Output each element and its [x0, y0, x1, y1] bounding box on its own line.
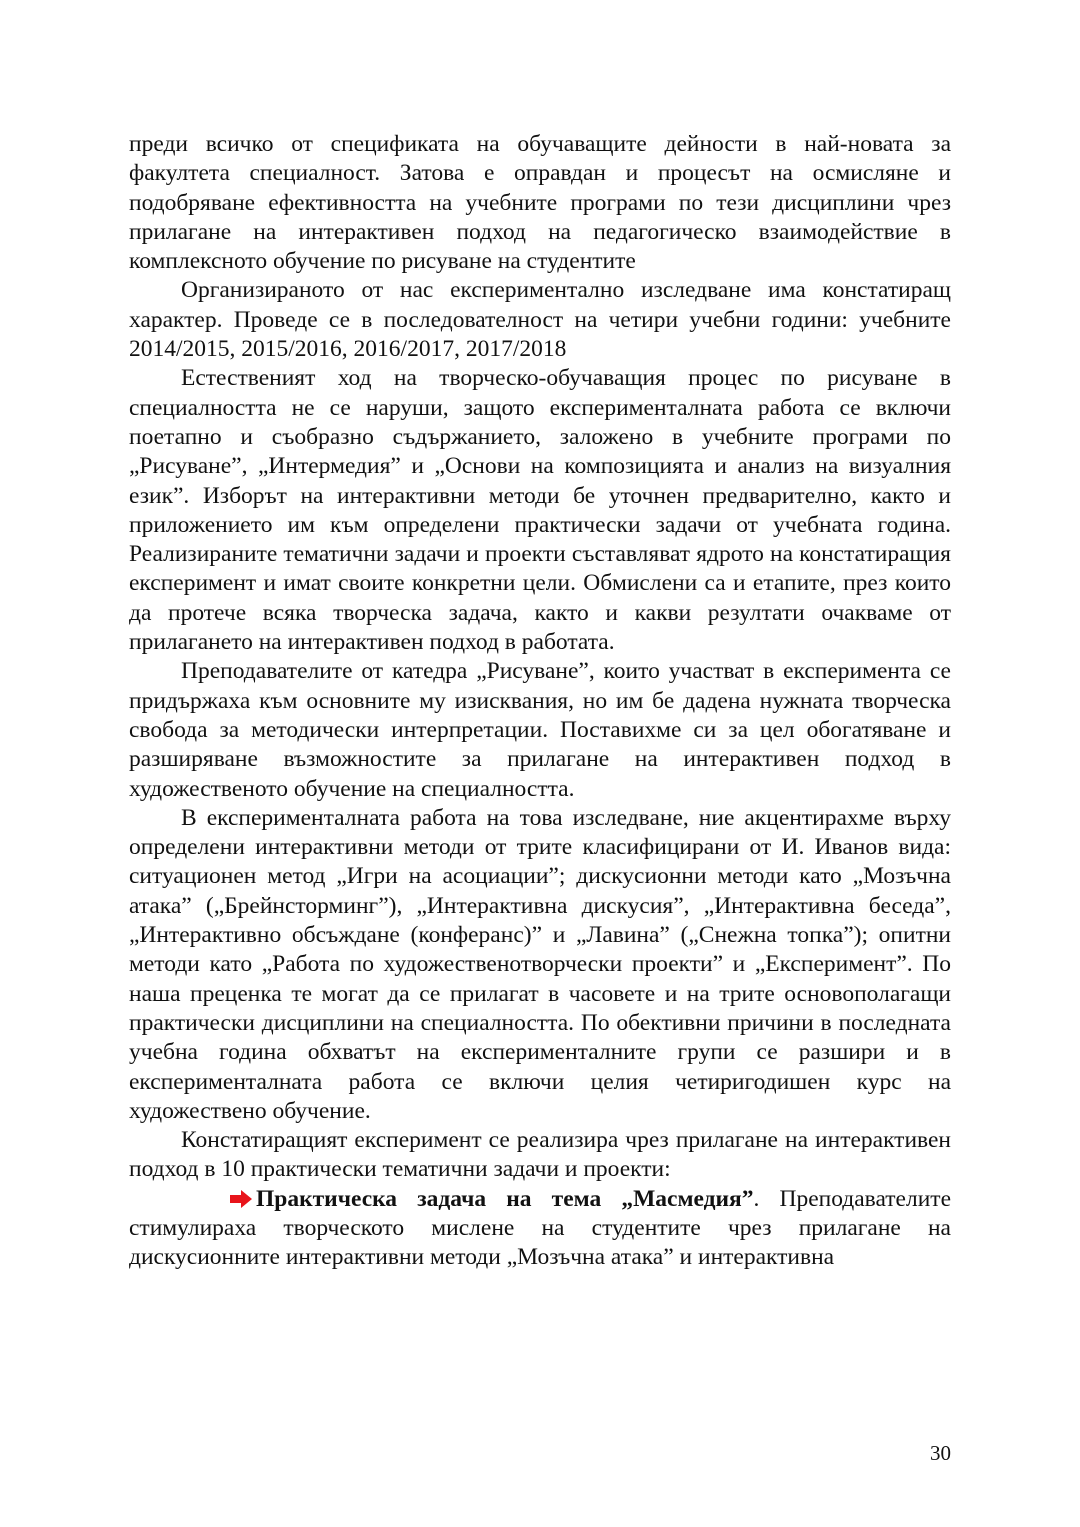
paragraph-5: В експерименталната работа на това изследване, ние акцентирахме върху определени интерактивни методи от трите класифицирани от И. Иванов вида: ситуационен метод „Игри на асоциации”; дискусионни методи като „Мозъчна атака” („Брейнсторминг”), „Интерактивна дискусия”, „Интерактивна беседа”, „Интерактивно обсъждане (конферанс)” и „Лавина” („Снежна топка”); опитни методи като „Работа по художественотворчески проекти” и „Експеримент”. По наша преценка те могат да се прилагат в часовете и на трите основополагащи практически дисциплини на специалността. По обективни причини в последната учебна година обхватът на експерименталните групи се разшири и в експерименталната работа се включи целия четиригодишен курс на художествено обучение. [129, 804, 951, 1124]
paragraph-3: Естественият ход на творческо-обучаващия процес по рисуване в специалността не се наруши, защото експерименталната работа се включи поетапно и съобразно съдържанието, заложено в учебните програми по „Рисуване”, „Интермедия” и „Основи на композицията и анализ на визуалния език”. Изборът на интерактивни методи бе уточнен предварително, както и приложението им към определени практически задачи от учебната година. Реализираните тематични задачи и проекти съставляват ядрото на констатиращия експеримент и имат своите конкретни цели. Обмислени са и етапите, през които да протече всяка творческа задача, както и какви резултати очакваме от прилагането на интерактивен подход в работата. [129, 365, 951, 656]
bullet-title: Практическа задача на тема „Масмедия” [256, 1185, 754, 1212]
bullet-item [129, 1185, 951, 1273]
page-number: 30 [930, 1441, 951, 1465]
paragraph-2: Организираното от нас експериментално изследване има констатиращ характер. Проведе се в последователност на четири учебни години: учебните 2014/2015, 2015/2016, 2016/2017, 2017/2018 [129, 277, 951, 363]
body-text [129, 130, 951, 1273]
paragraph-1: преди всичко от спецификата на обучаващите дейности в най-новата за факултета специалност. Затова е оправдан и процесът на осмисляне и подобряване ефективността на учебните програми по тези дисциплини чрез прилагане на интерактивен подход на педагогическо взаимодействие в комплексното обучение по рисуване на студентите [129, 131, 951, 275]
paragraph-4: Преподавателите от катедра „Рисуване”, които участват в експеримента се придържаха към основните му изисквания, но им бе дадена нужната творческа свобода за методически интерпретации. Поставихме си за цел обогатяване и разширяване възможностите за прилагане на интерактивен подход в художественото обучение на специалността. [129, 658, 951, 802]
arrow-right-icon [230, 1187, 252, 1205]
bullet-text: . Преподавателите стимулираха творческото мислене на студентите чрез прилагане на дискусионните интерактивни методи „Мозъчна атака” и интерактивна [129, 1185, 951, 1271]
paragraph-6: Констатиращият експеримент се реализира чрез прилагане на интерактивен подход в 10 практически тематични задачи и проекти: [129, 1127, 951, 1183]
